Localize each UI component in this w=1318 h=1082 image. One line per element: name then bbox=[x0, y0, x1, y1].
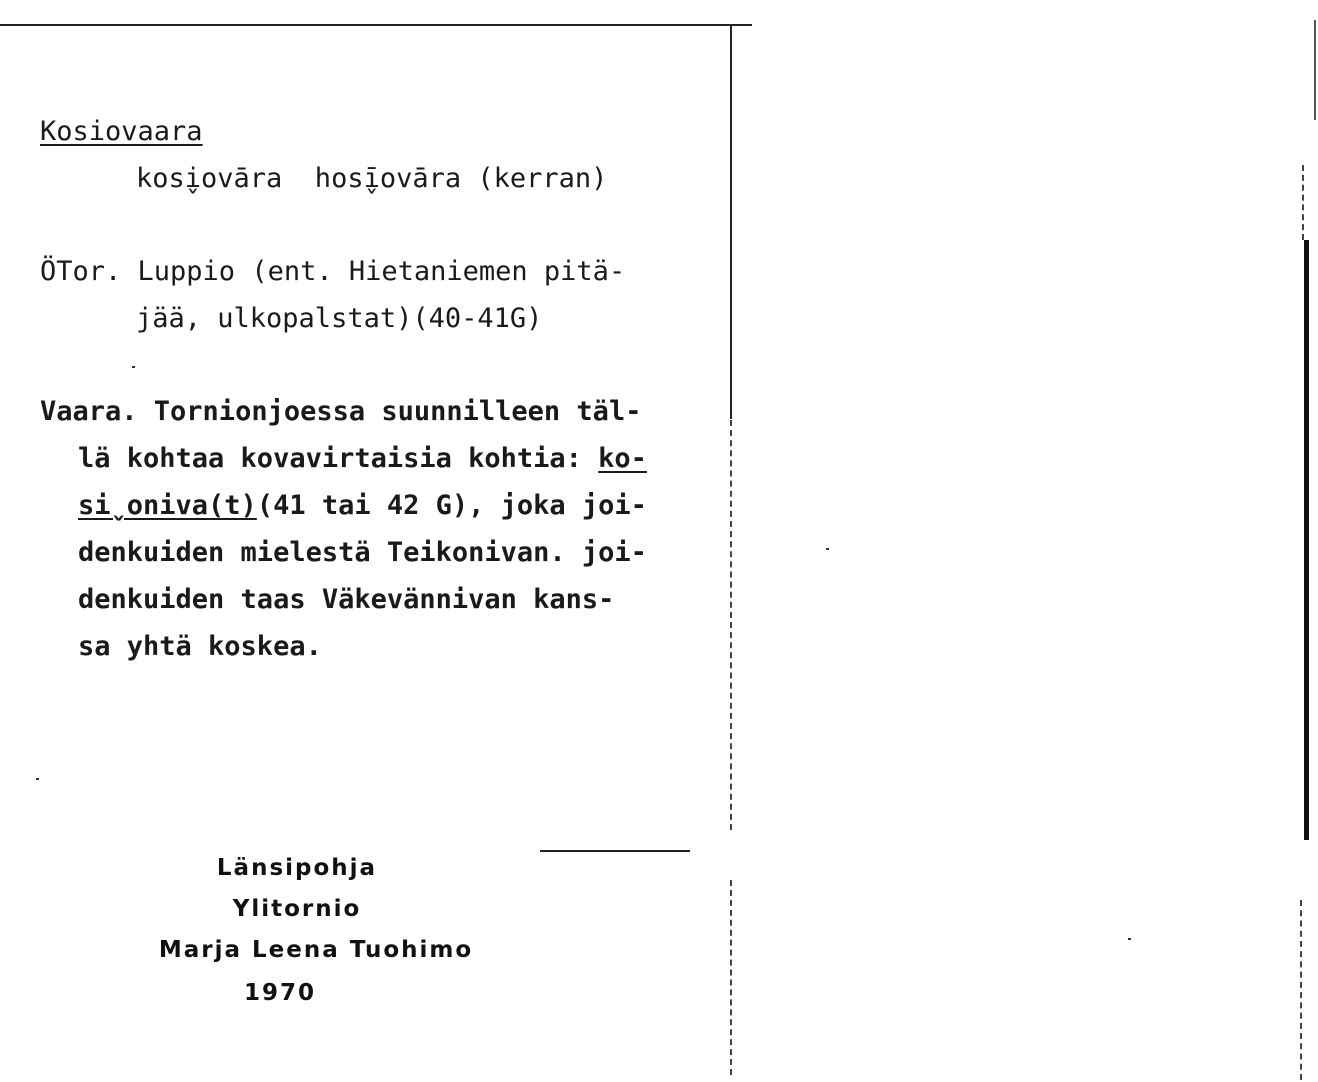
page-edge-top bbox=[1314, 20, 1316, 120]
location-line-1: ÖTor. Luppio (ent. Hietaniemen pitä- bbox=[40, 256, 626, 287]
pronunciation-line: kosi̬ovāra hosī̬ovāra (kerran) bbox=[136, 163, 608, 194]
page-edge-mid bbox=[1302, 165, 1304, 240]
description-line-6: sa yhtä koskea. bbox=[78, 631, 322, 662]
description-line-3 bbox=[78, 482, 647, 529]
stamp-collector: Marja Leena Tuohimo bbox=[158, 937, 474, 963]
top-rule bbox=[0, 24, 752, 26]
location-line-2: jää, ulkopalstat)(40-41G) bbox=[136, 303, 543, 334]
description-line-3-underlined: si̬oniva(t) bbox=[78, 490, 257, 521]
scan-speck bbox=[132, 366, 135, 368]
description-line-2-text: lä kohtaa kovavirtaisia kohtia: bbox=[78, 443, 599, 474]
stamp-region: Länsipohja bbox=[216, 855, 378, 881]
card-right-border-lower bbox=[730, 880, 732, 1075]
description-line-1: Vaara. Tornionjoessa suunnilleen täl- bbox=[40, 396, 642, 427]
page-edge-main bbox=[1304, 240, 1309, 840]
card-right-border-dashed bbox=[730, 420, 732, 830]
description-line-3-text: (41 tai 42 G), joka joi- bbox=[256, 490, 647, 521]
card-right-border bbox=[730, 24, 732, 419]
page-edge-bottom bbox=[1300, 900, 1302, 1080]
stamp-side-rule bbox=[540, 850, 690, 852]
scan-speck bbox=[826, 548, 829, 550]
description-line-5: denkuiden taas Väkevännivan kans- bbox=[78, 584, 615, 615]
stamp-year: 1970 bbox=[243, 980, 316, 1006]
description-line-4: denkuiden mielestä Teikonivan. joi- bbox=[78, 537, 647, 568]
description-line-2-underlined: ko- bbox=[598, 443, 647, 474]
scan-speck bbox=[1128, 938, 1131, 940]
scan-speck bbox=[36, 778, 39, 780]
headword: Kosiovaara bbox=[40, 116, 203, 147]
stamp-parish: Ylitornio bbox=[232, 896, 362, 922]
description-line-2 bbox=[78, 435, 647, 482]
